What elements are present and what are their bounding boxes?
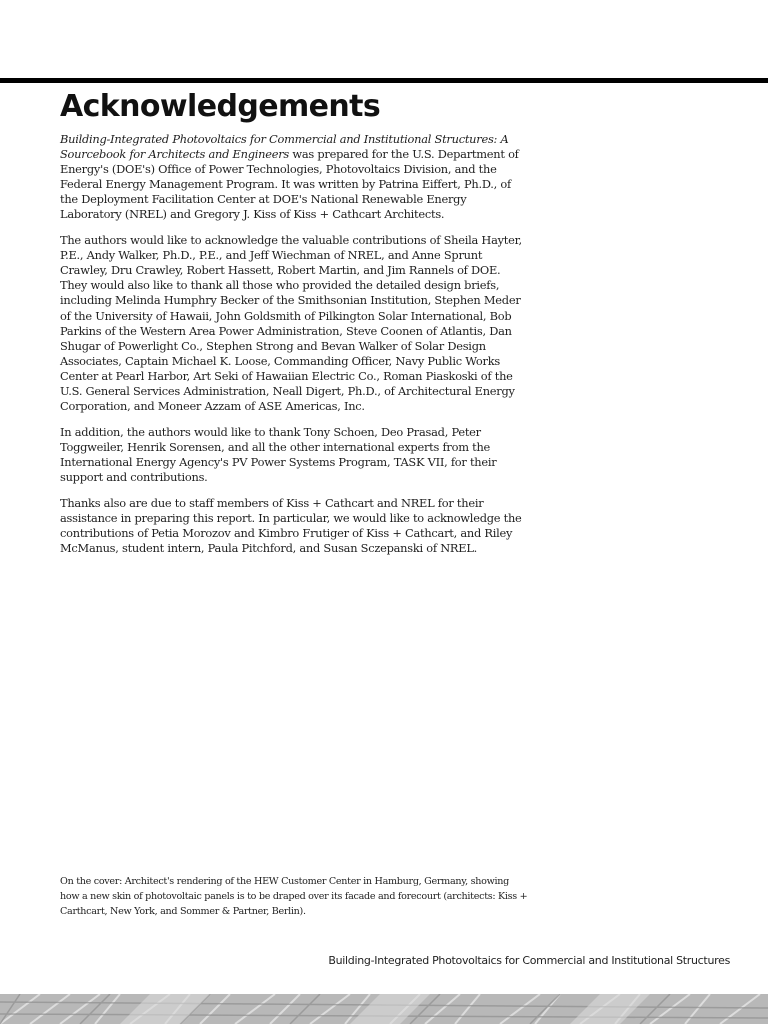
acknowledgements-body (60, 132, 522, 566)
footer-photo-band (0, 994, 768, 1024)
book-title: Building-Integrated Photovoltaics for Commercial and Institutional Structures: A Sourcebook for Architects and Engineers (60, 132, 509, 162)
paragraph-4: Thanks also are due to staff members of Kiss + Cathcart and NREL for their assistance in preparing this report. In particular, we would like to acknowledge the contributions of Petia Morozov and Kimbro Frutiger of Kiss + Cathcart, and Riley McManus, student intern, Paula Pitchford, and Susan Sczepanski of NREL. (60, 495, 522, 555)
page-title: Acknowledgements (60, 89, 381, 124)
paragraph-1-text: was prepared for the U.S. Department of Energy's (DOE's) Office of Power Technologies, Photovoltaics Division, and the Federal Energy Management Program. It was written by Patrina Eiffert, Ph.D., of the Deployment Facilitation Center at DOE's National Renewable Energy Laboratory (NREL) and Gregory J. Kiss of Kiss + Cathcart Architects. (60, 147, 519, 222)
footer-title: Building-Integrated Photovoltaics for Commercial and Institutional Structures (328, 954, 730, 967)
top-rule (0, 78, 768, 83)
paragraph-2: The authors would like to acknowledge the valuable contributions of Sheila Hayter, P.E., Andy Walker, Ph.D., P.E., and Jeff Wiechman of NREL, and Anne Sprunt Crawley, Dru Crawley, Robert Hassett, Robert Martin, and Jim Rannels of DOE. They would also like to thank all those who provided the detailed design briefs, including Melinda Humphry Becker of the Smithsonian Institution, Stephen Meder of the University of Hawaii, John Goldsmith of Pilkington Solar International, Bob Parkins of the Western Area Power Administration, Steve Coonen of Atlantis, Dan Shugar of Powerlight Co., Stephen Strong and Bevan Walker of Solar Design Associates, Captain Michael K. Loose, Commanding Officer, Navy Public Works Center at Pearl Harbor, Art Seki of Hawaiian Electric Co., Roman Piaskoski of the U.S. General Services Administration, Neall Digert, Ph.D., of Architectural Energy Corporation, and Moneer Azzam of ASE Americas, Inc. (60, 233, 522, 414)
paragraph-3: In addition, the authors would like to thank Tony Schoen, Deo Prasad, Peter Toggweiler, Henrik Sorensen, and all the other international experts from the International Energy Agency's PV Power Systems Program, TASK VII, for their support and contributions. (60, 424, 497, 484)
footer-texture-image (0, 994, 768, 1024)
cover-note: On the cover: Architect's rendering of the HEW Customer Center in Hamburg, Germany, showing how a new skin of photovoltaic panels is to be draped over its facade and forecourt (architects: Kiss + Carthcart, New York, and Sommer & Partner, Berlin). (60, 876, 528, 917)
paragraph-1 (60, 132, 522, 223)
